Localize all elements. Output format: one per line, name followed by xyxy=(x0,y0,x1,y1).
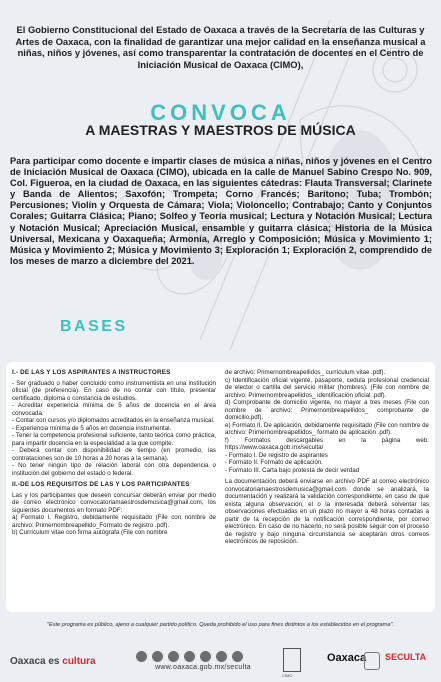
seculta-seal-icon xyxy=(364,652,380,670)
section1-item: - Deberá contar con disponibilidad de tiempo (en promedio, las contrataciones son de 10 horas a 20 horas a la semana). xyxy=(12,447,216,462)
section1-item: - No tener ningún tipo de relación laboral con otra dependencia o institución del gobierno del estado o federal. xyxy=(12,462,216,477)
subheading: A MAESTRAS Y MAESTROS DE MÚSICA xyxy=(85,122,356,138)
cimo-logo-label: CIMO xyxy=(282,673,293,678)
requirement-item: f) Formatos descargables en la página web: https://www.oaxaca.gob.mx/seculta/ xyxy=(225,436,429,451)
requirement-item: de archivo: Primernombreapellidos_ currículum vitae .pdf). xyxy=(225,369,386,376)
seculta-logo: SECULTA xyxy=(385,652,427,662)
website-link[interactable]: www.oaxaca.gob.mx/seculta xyxy=(155,664,251,671)
section1-item: - Contar con cursos y/o diplomados acreditados en la enseñanza musical. xyxy=(12,417,215,424)
requirement-item: - Formato I. De registro de aspirantes xyxy=(225,451,328,459)
requirement-item: d) Comprobante de domicilio vigente, no mayor a tres meses (File con nombre de archivo: Primernombreapellidos_ comprobante de domicilio.pdf). xyxy=(225,399,429,421)
section2-item: b) Currículum vitae con firma autógrafa (File con nombre xyxy=(12,529,168,536)
intro-paragraph: El Gobierno Constitucional del Estado de Oaxaca a través de la Secretaría de las Culturas y Artes de Oaxaca, con la finalidad de garantizar una mejor calidad en la enseñanza musical a niñas, niños y jóvenes, así como transparentar la contratación de docentes en el Centro de Iniciación Musical de Oaxaca (CIMO), xyxy=(15,24,426,70)
heading-convoca: CONVOCA xyxy=(150,100,291,125)
section2-item: a) Formato I. Registro, debidamente requisitado (File con nombre de archivo: Primernombreapellido_Formato de registro .pdf). xyxy=(12,514,216,529)
bases-left-column xyxy=(12,369,216,537)
logo-text: Oaxaca es xyxy=(10,656,63,667)
call-details-paragraph: Para participar como docente e impartir clases de música a niñas, niños y jóvenes en el Centro de Iniciación Musical de Oaxaca (CIMO), ubicada en la calle de Manuel Sabino Crespo No. 909, Col. Figueroa, en la ciudad de Oaxaca, en las siguientes cátedras: Flauta Transversal; Clarinete y Banda de Alientos; Saxofón; Trompeta; Corno Francés; Barítono; Tuba; Trombón; Percusiones; Violín y Orquesta de Cámara; Viola; Violoncello; Contrabajo; Canto y Conjuntos Corales; Guitarra Clásica; Piano; Solfeo y Teoría musical; Lectura y Notación Musical; Lectura y Notación Musical; Apreciación Musical, ensamble y guitarra clásica; Historia de la Música Universal, Mexicana y Oaxaqueña; Armonía, Arreglo y Composición; Música y Movimiento 1; Música y Movimiento 2; Música y Movimiento 3; Exploración 1; Exploración 2, comprendido de los meses de marzo a diciembre del 2021. xyxy=(10,156,432,266)
requirement-item: c) Identificación oficial vigente, pasaporte, cedula profesional credencial de elector o cartilla del servicio militar (hombres). (File con nombre de archivo: Primernombreapellidos_ identificación oficial .pdf). xyxy=(225,376,429,399)
section1-item: - Acreditar experiencia mínima de 5 años de docencia en el área convocada. xyxy=(12,402,216,417)
logo-text-accent: cultura xyxy=(62,656,96,667)
social-icons xyxy=(136,648,276,660)
submission-instructions: La documentación deberá enviarse en archivo PDF al correo electrónico convocatoriamaestrosdemusica@gmail.com donde se analizará, la documentación y realizará la validación correspondiente, en caso de que exista alguna observación, el o la interesada deberá solventar las observaciones efectuadas en un plazo no mayor a 48 horas contadas a partir de la recepción de la notificación correspondiente, por correo electrónico. En caso de no hacerlo, no será posible seguir con el proceso de registro y bajo ninguna circunstancia se aceptarán otros correos electrónicos de reposición. xyxy=(225,478,429,545)
oaxaca-government-logo: Oaxaca xyxy=(327,652,367,664)
requirement-item: - Formato II. Formato de aplicación. xyxy=(225,459,324,466)
section1-item: - Tener la competencia profesional suficiente, tanto teórica como práctica, para impartir docencia en la especialidad a la que compite. xyxy=(12,432,216,447)
section1-title: I.- DE LAS Y LOS ASPIRANTES A INSTRUCTORES xyxy=(12,369,171,376)
section2-text: Las y los participantes que deseen concursar deberán enviar por medio de correo electrónico convocatoriamaestrosdemusica@gmail.com, los siguientes documentos en formato PDF: xyxy=(12,491,216,514)
oaxaca-es-cultura-logo xyxy=(10,656,96,667)
bases-right-column xyxy=(225,369,429,546)
section2-title: II.-DE LOS REQUISITOS DE LAS Y LOS PARTICIPANTES xyxy=(12,481,190,488)
cimo-logo xyxy=(283,648,301,672)
section1-item: - Experiencia mínima de 5 años en docencia instrumental. xyxy=(12,424,172,432)
requirement-item: e) Formato II. De aplicación, debidamente requisitado (File con nombre de archivo: Primernombreapellidos_ formato de aplicación .pdf). xyxy=(225,421,429,436)
requirement-item: - Formato III. Carta bajo protesta de decir verdad xyxy=(225,466,360,474)
section1-item: - Ser graduado o haber concluido como instrumentista en una institución oficial (de preferencia). En caso de no contar con título, presentar certificado, diploma o constancia de estudios. xyxy=(12,379,216,402)
bases-title: BASES xyxy=(60,318,128,335)
disclaimer: "Este programa es público, ajeno a cualquier partido político. Queda prohibido el uso para fines distintos a los establecidos en el programa". xyxy=(47,622,394,628)
